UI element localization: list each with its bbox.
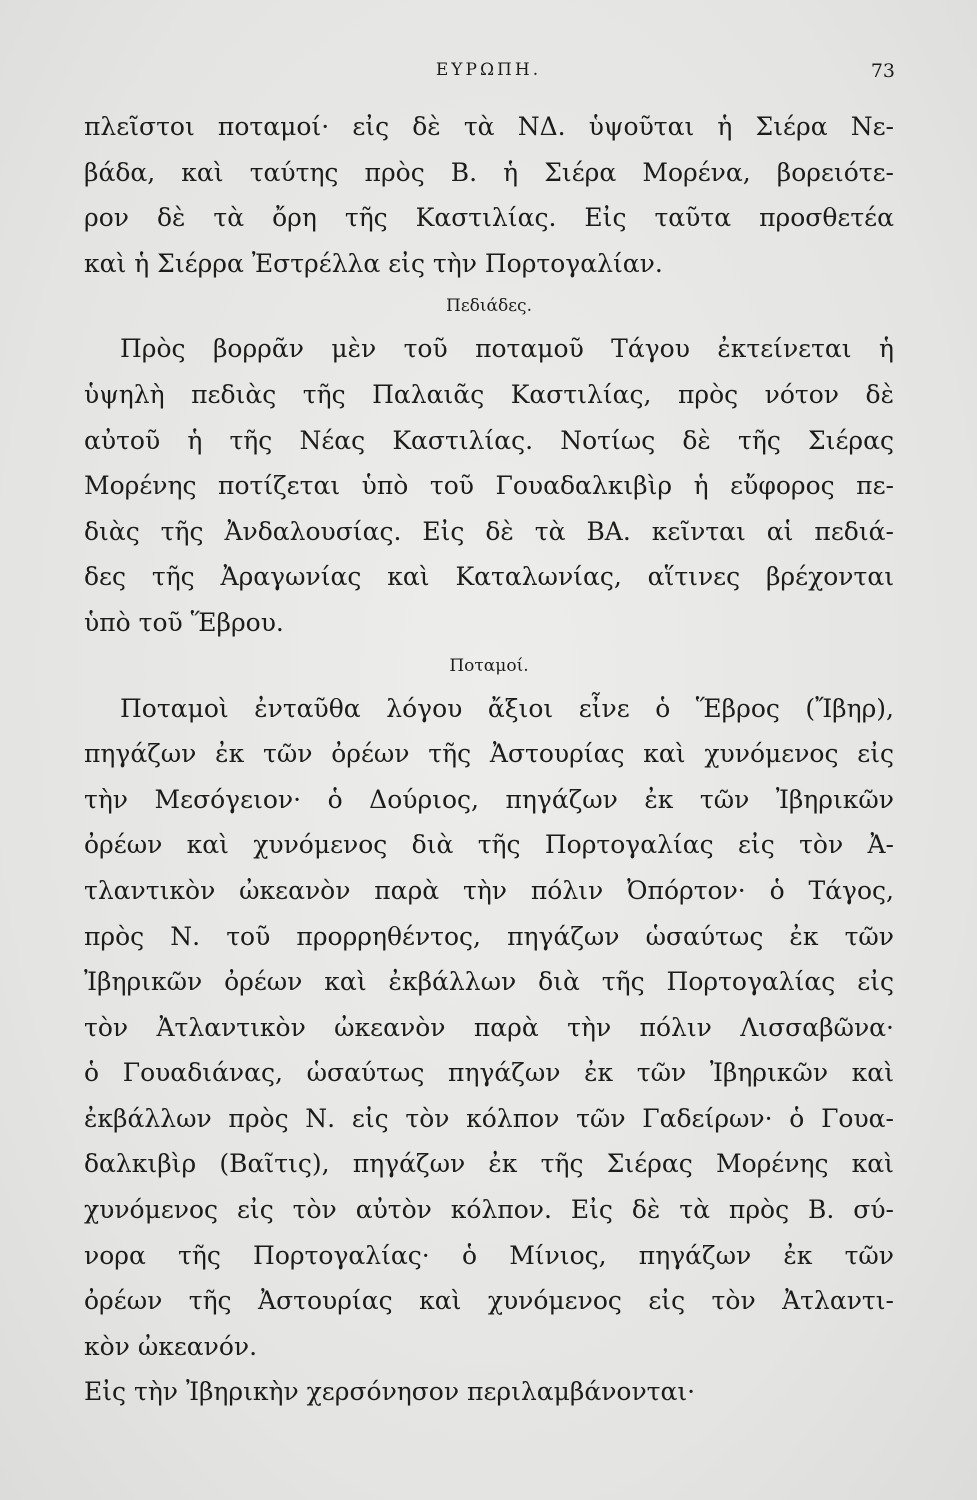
section-heading: Πεδιάδες. [446, 296, 532, 317]
text-line: ρον δὲ τὰ ὄρη τῆς Καστιλίας. Εἰς ταῦτα προσθετέα [84, 203, 894, 233]
text-line: Ἰβηρικῶν ὀρέων καὶ ἐκβάλλων διὰ τῆς Πορτογαλίας εἰς [84, 967, 894, 997]
text-line: αὐτοῦ ἡ τῆς Νέας Καστιλίας. Νοτίως δὲ τῆς Σιέρας [84, 425, 894, 455]
text-line: κὸν ὠκεανόν. [84, 1331, 258, 1361]
text-line: ἐκβάλλων πρὸς Ν. εἰς τὸν κόλπον τῶν Γαδείρων· ὁ Γουα- [84, 1103, 894, 1133]
running-head [0, 60, 977, 90]
text-line: ὁ Γουαδιάνας, ὡσαύτως πηγάζων ἐκ τῶν Ἰβηρικῶν καὶ [84, 1058, 894, 1088]
text-line: ὑπὸ τοῦ Ἕβρου. [84, 607, 284, 637]
text-line: καὶ ἡ Σιέρρα Ἐστρέλλα εἰς τὴν Πορτογαλίαν. [84, 248, 663, 278]
text-line: χυνόμενος εἰς τὸν αὐτὸν κόλπον. Εἰς δὲ τὰ πρὸς Β. σύ- [84, 1195, 894, 1225]
text-line: νορα τῆς Πορτογαλίας· ὁ Μίνιος, πηγάζων ἐκ τῶν [84, 1240, 894, 1270]
section-heading: Ποταμοί. [449, 655, 529, 676]
text-line: δαλκιβὶρ (Βαῖτις), πηγάζων ἐκ τῆς Σιέρας Μορένης καὶ [84, 1149, 894, 1179]
text-line: πλεῖστοι ποταμοί· εἰς δὲ τὰ ΝΔ. ὑψοῦται ἡ Σιέρα Νε- [84, 112, 894, 141]
text-line: πρὸς Ν. τοῦ προρρηθέντος, πηγάζων ὡσαύτως ἐκ τῶν [84, 921, 894, 951]
page-number: 73 [870, 60, 895, 82]
text-line: ὀρέων τῆς Ἀστουρίας καὶ χυνόμενος εἰς τὸν Ἀτλαντι- [84, 1286, 894, 1316]
text-line: πηγάζων ἐκ τῶν ὀρέων τῆς Ἀστουρίας καὶ χυνόμενος εἰς [84, 739, 894, 769]
text-line: διὰς τῆς Ἀνδαλουσίας. Εἰς δὲ τὰ ΒΑ. κεῖνται αἱ πεδιά- [84, 516, 894, 546]
text-line: ὀρέων καὶ χυνόμενος διὰ τῆς Πορτογαλίας εἰς τὸν Ἀ- [84, 830, 894, 860]
running-title: ΕΥΡΩΠΗ. [435, 60, 542, 80]
text-line: δες τῆς Ἀραγωνίας καὶ Καταλωνίας, αἵτινες βρέχονται [84, 562, 894, 592]
body-text [84, 104, 894, 1415]
text-line: ὑψηλὴ πεδιὰς τῆς Παλαιᾶς Καστιλίας, πρὸς νότον δὲ [84, 379, 894, 409]
text-line: Πρὸς βορρᾶν μὲν τοῦ ποταμοῦ Τάγου ἐκτείνεται ἡ [120, 334, 894, 364]
text-line: Μορένης ποτίζεται ὑπὸ τοῦ Γουαδαλκιβὶρ ἡ εὔφορος πε- [84, 471, 894, 501]
text-line: τλαντικὸν ὠκεανὸν παρὰ τὴν πόλιν Ὀπόρτον· ὁ Τάγος, [84, 875, 894, 905]
text-line: Ποταμοὶ ἐνταῦθα λόγου ἄξιοι εἶνε ὁ Ἕβρος (Ἴβηρ), [120, 693, 894, 723]
text-line: τὸν Ἀτλαντικὸν ὠκεανὸν παρὰ τὴν πόλιν Λισσαβῶνα· [84, 1012, 894, 1042]
text-line: βάδα, καὶ ταύτης πρὸς Β. ἡ Σιέρα Μορένα, βορειότε- [84, 157, 894, 187]
text-line: Εἰς τὴν Ἰβηρικὴν χερσόνησον περιλαμβάνονται· [84, 1377, 696, 1407]
text-line: τὴν Μεσόγειον· ὁ Δούριος, πηγάζων ἐκ τῶν Ἰβηρικῶν [84, 784, 894, 814]
